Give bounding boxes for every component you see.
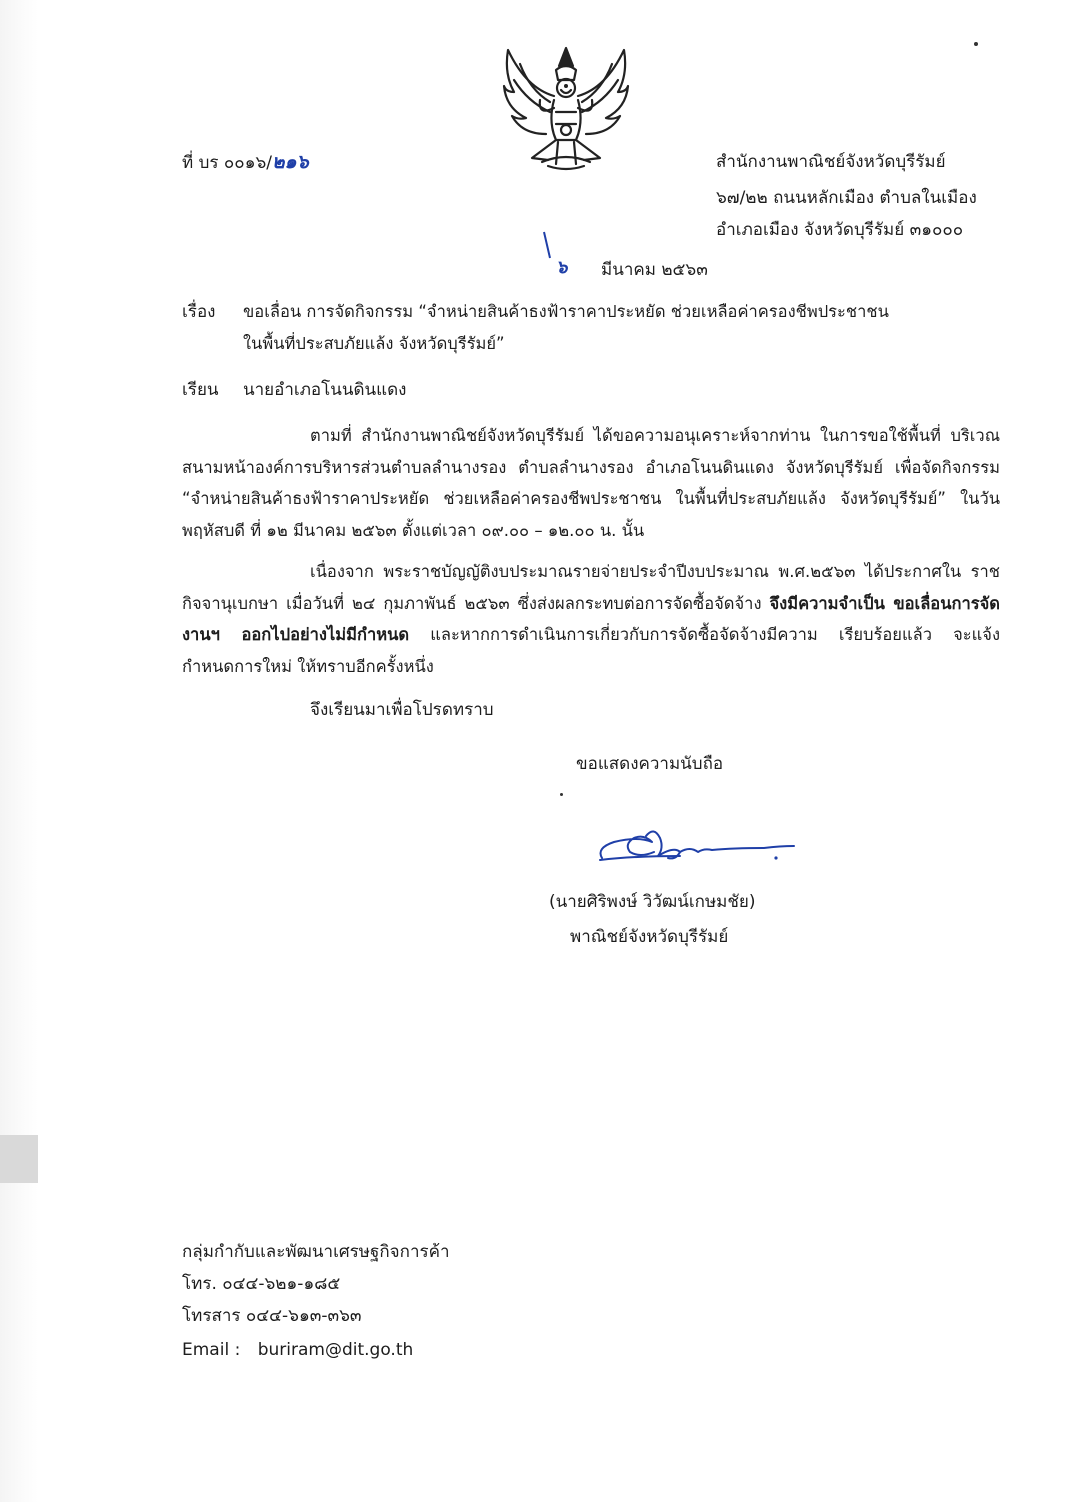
subject-line-1: ขอเลื่อน การจัดกิจกรรม “จำหน่ายสินค้าธงฟ้าราคาประหยัด ช่วยเหลือค่าครองชีพประชาชน bbox=[243, 302, 889, 321]
recipient-label: เรียน bbox=[182, 380, 219, 400]
salutation: ขอแสดงความนับถือ bbox=[576, 754, 724, 774]
scan-dot bbox=[560, 793, 563, 796]
scan-dot bbox=[974, 42, 978, 46]
paragraph-2-text-bold: จึงมีความจำเป็น ขอเลื่อนการจัดงานฯ ออกไปอย่างไม่มีกำหนด bbox=[182, 593, 1000, 644]
footer-fax: โทรสาร ๐๔๔-๖๑๓-๓๖๓ bbox=[182, 1306, 362, 1326]
footer-email bbox=[182, 1338, 413, 1362]
recipient-value: นายอำเภอโนนดินแดง bbox=[243, 380, 407, 400]
paragraph-1-text: ตามที่ สำนักงานพาณิชย์จังหวัดบุรีรัมย์ ได้ขอความอนุเคราะห์จากท่าน ในการขอใช้พื้นที่ บริเวณ สนามหน้าองค์การบริหารส่วนตำบลลำนางรอง ตำบลลำนางรอง อำเภอโนนดินแดง จังหวัดบุรีรัมย์ เพื่อจัดกิจกรรม “จำหน่ายสินค้าธงฟ้าราคาประหยัด ช่วยเหลือค่าครองชีพประชาชน ในพื้นที่ประสบภัยแล้ง จังหวัดบุรีรัมย์” ในวันพฤหัสบดี ที่ ๑๒ มีนาคม ๒๕๖๓ ตั้งแต่เวลา ๐๙.๐๐ – ๑๒.๐๐ น. นั้น bbox=[182, 426, 1000, 540]
footer-phone: โทร. ๐๔๔-๖๒๑-๑๘๕ bbox=[182, 1274, 341, 1294]
sender-line-1: สำนักงานพาณิชย์จังหวัดบุรีรัมย์ bbox=[716, 152, 946, 172]
footer-email-label: Email : bbox=[182, 1340, 241, 1360]
subject-label: เรื่อง bbox=[182, 302, 216, 322]
paragraph-2 bbox=[182, 556, 1000, 682]
paragraph-2-text-a: เนื่องจาก พระราชบัญญัติงบประมาณรายจ่ายประจำปีงบประมาณ พ.ศ.๒๕๖๓ ได้ประกาศใน ราชกิจจานุเบกษา เมื่อวันที่ ๒๔ กุมภาพันธ์ ๒๕๖๓ ซึ่งส่งผลกระทบต่อการจัดซื้อจัดจ้าง bbox=[182, 562, 1000, 613]
handwritten-signature bbox=[594, 822, 806, 872]
paragraph-2-text-b: และหากการดำเนินการเกี่ยวกับการจัดซื้อจัดจ้างมีความ เรียบร้อยแล้ว จะแจ้งกำหนดการใหม่ ให้ทราบอีกครั้งหนึ่ง bbox=[182, 625, 1000, 676]
garuda-emblem bbox=[496, 30, 636, 180]
paragraph-1 bbox=[182, 420, 1000, 546]
signer-title: พาณิชย์จังหวัดบุรีรัมย์ bbox=[570, 927, 729, 947]
reference-number bbox=[182, 150, 309, 175]
footer-unit: กลุ่มกำกับและพัฒนาเศรษฐกิจการค้า bbox=[182, 1242, 450, 1262]
scan-edge bbox=[0, 0, 38, 1502]
signer-name: (นายศิริพงษ์ วิวัฒน์เกษมชัย) bbox=[549, 892, 756, 912]
date-day-handwritten: ๖ bbox=[556, 257, 568, 278]
sender-line-3: อำเภอเมือง จังหวัดบุรีรัมย์ ๓๑๐๐๐ bbox=[716, 220, 964, 240]
reference-handwritten: ๒๑๖ bbox=[272, 151, 309, 173]
scan-band bbox=[0, 1135, 38, 1183]
subject-line-2: ในพื้นที่ประสบภัยแล้ง จังหวัดบุรีรัมย์” bbox=[243, 334, 505, 353]
closing-line: จึงเรียนมาเพื่อโปรดทราบ bbox=[310, 700, 494, 720]
sender-line-2: ๖๗/๒๒ ถนนหลักเมือง ตำบลในเมือง bbox=[716, 188, 977, 208]
reference-prefix: ที่ บร ๐๐๑๖/ bbox=[182, 153, 272, 173]
date-month-year: มีนาคม ๒๕๖๓ bbox=[601, 260, 708, 280]
footer-email-value: buriram@dit.go.th bbox=[257, 1340, 414, 1360]
